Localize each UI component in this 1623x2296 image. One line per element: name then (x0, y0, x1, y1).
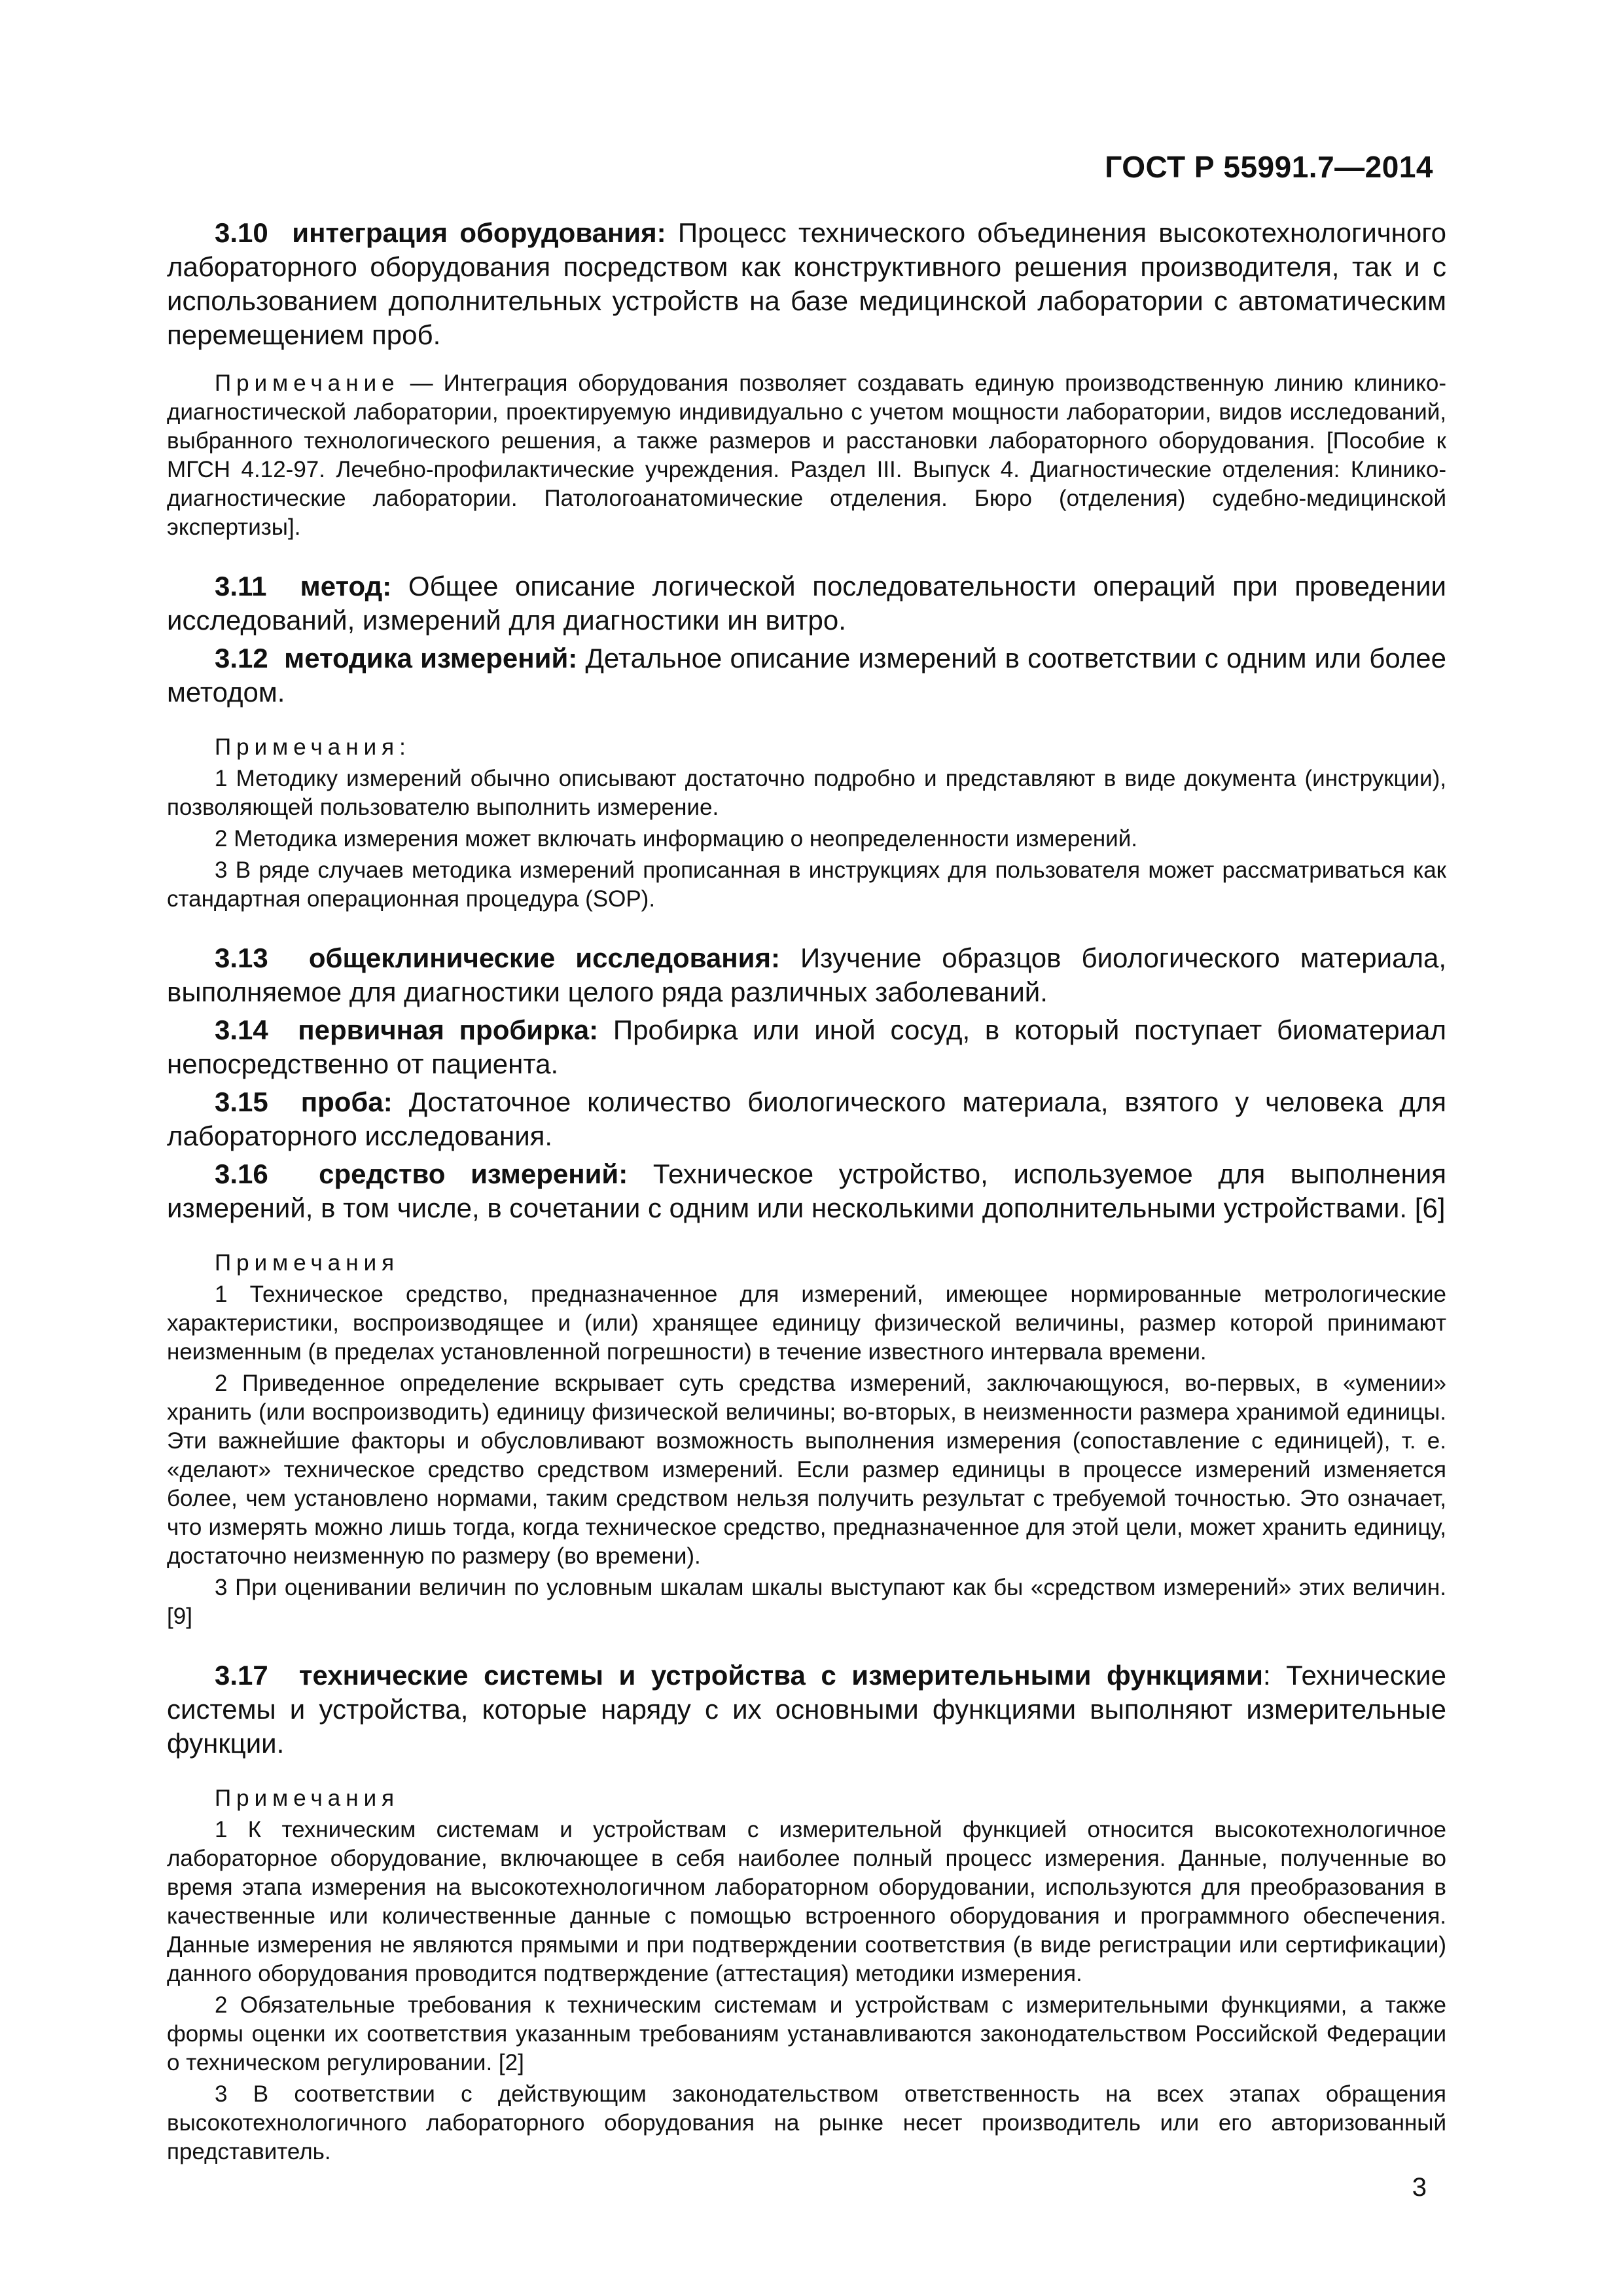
term-definition: Процесс технического объединения высокотехнологичного лабораторного оборудования посредством как конструктивного решения производителя, так и с использованием дополнительных устройств на базе медицинской лаборатории с автоматическим перемещением проб. (167, 217, 1446, 350)
term-definition: Достаточное количество биологического материала, взятого у человека для лабораторного исследования. (167, 1086, 1446, 1151)
note-item: 3 В ряде случаев методика измерений прописанная в инструкциях для пользователя может рассматриваться как стандартная операционная процедура (SOP). (167, 857, 1446, 912)
notes-label: Примечания (215, 1785, 400, 1811)
term-definition: Изучение образцов биологического материала, выполняемое для диагностики целого ряда различных заболеваний. (167, 942, 1446, 1007)
notes-block-3-12 (167, 733, 1446, 914)
notes-heading (167, 1249, 1446, 1278)
notes-heading (167, 1784, 1446, 1813)
note-block-3-10 (167, 369, 1446, 542)
term-name: технические системы и устройства с измерительными функциями (298, 1660, 1263, 1691)
term-number: 3.13 (215, 942, 268, 973)
note-item: 2 Приведенное определение вскрывает суть средства измерений, заключающуюся, во-первых, в «умении» хранить (или воспроизводить) единицу физической величины; во-вторых, в неизменности размера хранимой единицы. Эти важнейшие факторы и обусловливают возможность выполнения измерения (сопоставление с единицей), т. е. «делают» техническое средство средством измерений. Если размер единицы в процессе измерений изменяется более, чем установлено нормами, таким средством нельзя получить результат с требуемой точностью. Это означает, что измерять можно лишь тогда, когда техническое средство, предназначенное для этой цели, может хранить единицу, достаточно неизменную по размеру (во времени). (167, 1371, 1446, 1569)
term-name: общеклинические исследования: (308, 942, 780, 973)
note-text: — Интеграция оборудования позволяет создавать единую производственную линию клинико-диагностической лаборатории, проектируемую индивидуально с учетом мощности лаборатории, видов исследований, выбранного технологического решения, а также размеров и расстановки лабораторного оборудования. [Пособие к МГСН 4.12-97. Лечебно-профилактические учреждения. Раздел III. Выпуск 4. Диагностические отделения: Клинико-диагностические лаборатории. Патологоанатомические отделения. Бюро (отделения) судебно-медицинской экспертизы]. (167, 370, 1446, 540)
note-paragraph (167, 369, 1446, 542)
term-definition: : Технические системы и устройства, которые наряду с их основными функциями выполняют измерительные функции. (167, 1660, 1446, 1759)
notes-heading (167, 733, 1446, 762)
term-name: проба: (300, 1086, 393, 1117)
note-item: 1 К техническим системам и устройствам с измерительной функцией относится высокотехнологичное лабораторное оборудование, включающее в себя наиболее полный процесс измерения. Данные, полученные во время этапа измерения на высокотехнологичном лабораторном оборудовании, используются для преобразования в качественные или количественные данные с помощью встроенного оборудования и программного обеспечения. Данные измерения не являются прямыми и при подтверждении соответствия (в виде регистрации или сертификации) данного оборудования проводится подтверждение (аттестация) методики измерения. (167, 1817, 1446, 1986)
term-3-13 (167, 941, 1446, 1009)
term-name: интеграция оборудования: (292, 217, 666, 248)
term-3-14 (167, 1013, 1446, 1081)
document-id-header: ГОСТ Р 55991.7—2014 (1105, 150, 1433, 184)
term-3-12 (167, 641, 1446, 709)
term-name: метод: (300, 571, 392, 601)
notes-label: Примечания: (215, 734, 411, 760)
notes-block-3-17 (167, 1784, 1446, 2166)
term-3-11 (167, 569, 1446, 637)
term-definition: Техническое устройство, используемое для выполнения измерений, в том числе, в сочетании с одним или несколькими дополнительными устройствами. [6] (167, 1158, 1446, 1223)
document-body (167, 216, 1446, 2169)
term-number: 3.10 (215, 217, 268, 248)
term-definition: Общее описание логической последовательности операций при проведении исследований, измерений для диагностики ин витро. (167, 571, 1447, 636)
term-name: средство измерений: (319, 1158, 628, 1189)
term-number: 3.12 (215, 643, 268, 673)
term-name: методика измерений: (284, 643, 578, 673)
term-definition: Пробирка или иной сосуд, в который поступает биоматериал непосредственно от пациента. (167, 1014, 1446, 1079)
term-number: 3.17 (215, 1660, 268, 1691)
notes-label: Примечания (215, 1250, 400, 1276)
term-number: 3.11 (215, 571, 267, 601)
note-item: 1 Техническое средство, предназначенное для измерений, имеющее нормированные метрологические характеристики, воспроизводящее и (или) хранящее единицу физической величины, размер которой принимают неизменным (в пределах установленной погрешности) в течение известного интервала времени. (167, 1282, 1446, 1365)
term-number: 3.14 (215, 1014, 268, 1045)
note-item: 3 При оценивании величин по условным шкалам шкалы выступают как бы «средством измерений» этих величин. [9] (167, 1575, 1446, 1629)
note-label: Примечание (215, 370, 400, 396)
term-3-16 (167, 1157, 1446, 1225)
term-name: первичная пробирка: (298, 1014, 599, 1045)
term-3-17 (167, 1659, 1446, 1761)
term-number: 3.16 (215, 1158, 268, 1189)
notes-block-3-16 (167, 1249, 1446, 1631)
page-number: 3 (1412, 2173, 1427, 2202)
note-item: 2 Методика измерения может включать информацию о неопределенности измерений. (215, 826, 1137, 852)
note-item: 2 Обязательные требования к техническим системам и устройствам с измерительными функциями, а также формы оценки их соответствия указанным требованиям устанавливаются законодательством Российской Федерации о техническом регулировании. [2] (167, 1992, 1446, 2075)
term-3-15 (167, 1085, 1446, 1153)
note-item: 3 В соответствии с действующим законодательством ответственность на всех этапах обращения высокотехнологичного лабораторного оборудования на рынке несет производитель или его авторизованный представитель. (167, 2081, 1446, 2164)
term-definition: Детальное описание измерений в соответствии с одним или более методом. (167, 643, 1446, 708)
note-item: 1 Методику измерений обычно описывают достаточно подробно и представляют в виде документа (инструкции), позволяющей пользователю выполнить измерение. (167, 766, 1446, 820)
term-number: 3.15 (215, 1086, 268, 1117)
term-3-10 (167, 216, 1446, 352)
